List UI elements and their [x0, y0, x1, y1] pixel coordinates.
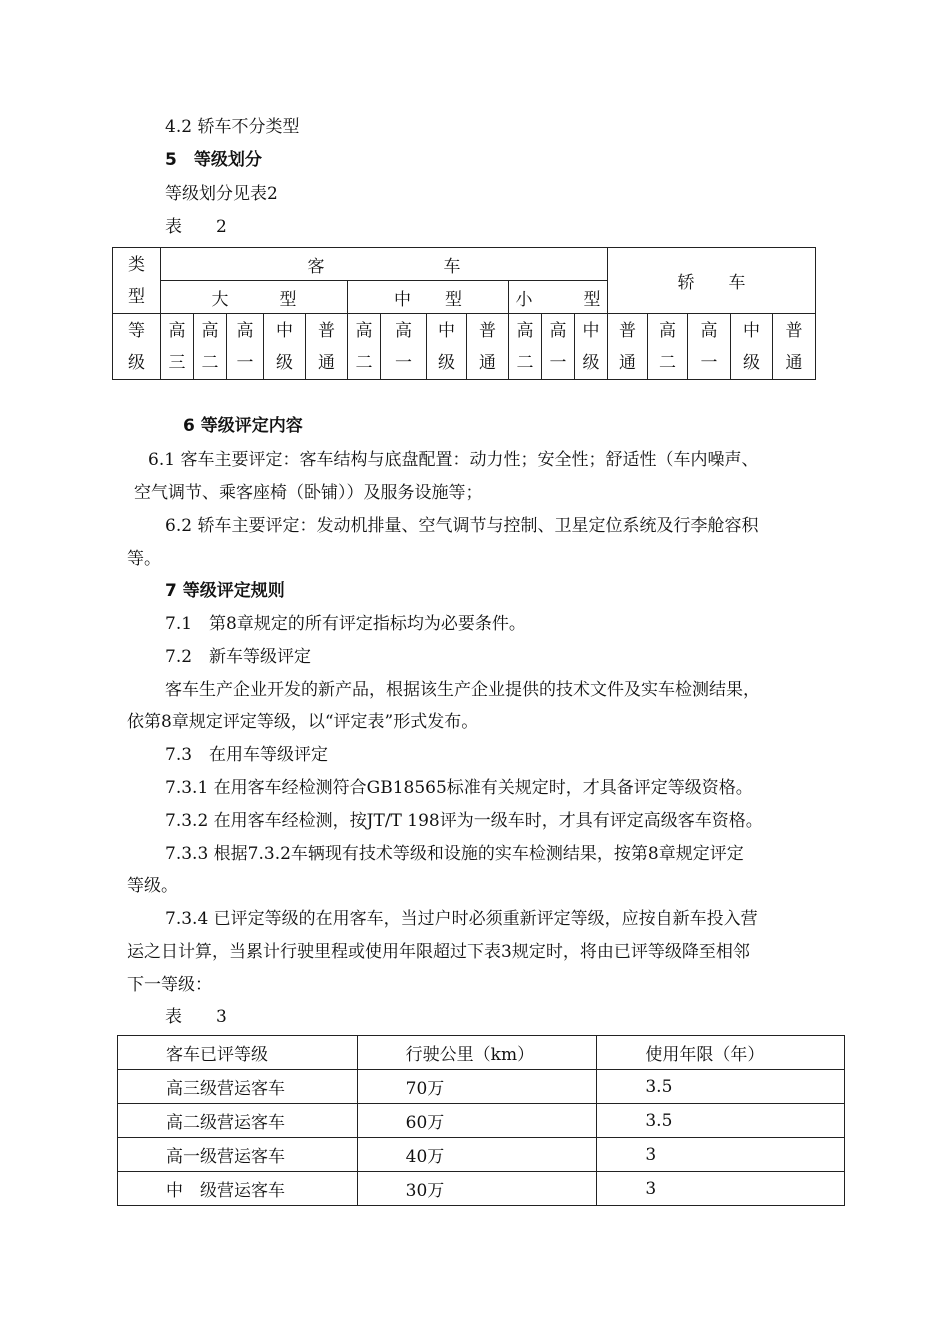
table3-cell: 3.5 [597, 1104, 845, 1138]
table-2 [112, 247, 816, 380]
small-header: 小 型 [509, 281, 608, 314]
table-3 [117, 1035, 845, 1206]
grade-cell: 高 三 [161, 314, 194, 380]
grade-cell: 高 二 [648, 314, 688, 380]
table2-caption: 表 2 [165, 217, 227, 237]
large-header: 大 型 [161, 281, 348, 314]
table3-cell: 3 [597, 1172, 845, 1206]
section-5-text: 等级划分见表2 [165, 184, 278, 204]
table3-cell: 高三级营运客车 [118, 1070, 358, 1104]
medium-header: 中 型 [348, 281, 509, 314]
table3-cell: 40万 [357, 1138, 597, 1172]
section-7-3: 7.3 在用车等级评定 [165, 745, 329, 765]
table3-caption: 表 3 [165, 1007, 227, 1027]
grade-cell: 高 一 [381, 314, 427, 380]
type-label-2: 型 [128, 286, 145, 307]
section-7-3-4-line-1: 7.3.4 已评定等级的在用客车，当过户时必须重新评定等级，应按自新车投入营 [165, 909, 758, 929]
grade-cell: 高 一 [227, 314, 264, 380]
grade-label-1: 等 [128, 320, 145, 341]
table3-header: 使用年限（年） [597, 1036, 845, 1070]
type-label-1: 类 [128, 254, 145, 275]
section-7-3-2: 7.3.2 在用客车经检测，按JT/T 198评为一级车时，才具有评定高级客车资格。 [165, 811, 763, 831]
section-7-2-text-2: 依第8章规定评定等级，以“评定表”形式发布。 [127, 712, 479, 732]
section-6-2-line-1: 6.2 轿车主要评定：发动机排量、空气调节与控制、卫星定位系统及行李舱容积 [165, 516, 759, 536]
grade-cell: 中 级 [575, 314, 608, 380]
table3-cell: 30万 [357, 1172, 597, 1206]
table3-cell: 70万 [357, 1070, 597, 1104]
grade-cell: 高 二 [509, 314, 542, 380]
grade-cell: 中 级 [731, 314, 773, 380]
grade-cell: 高 一 [542, 314, 575, 380]
table-row [118, 1104, 845, 1138]
section-7-3-3-line-1: 7.3.3 根据7.3.2车辆现有技术等级和设施的实车检测结果，按第8章规定评定 [165, 844, 744, 864]
section-7-2-text-1: 客车生产企业开发的新产品，根据该生产企业提供的技术文件及实车检测结果， [165, 680, 760, 700]
type-header-cell [113, 248, 161, 314]
grade-cell: 普 通 [306, 314, 348, 380]
sedan-header: 轿 车 [608, 248, 816, 314]
section-7-3-4-line-2: 运之日计算，当累计行驶里程或使用年限超过下表3规定时，将由已评等级降至相邻 [127, 942, 750, 962]
section-4-2: 4.2 轿车不分类型 [165, 117, 300, 137]
section-5-heading: 5 等级划分 [165, 150, 262, 170]
table3-cell: 高二级营运客车 [118, 1104, 358, 1138]
table3-header: 行驶公里（km） [357, 1036, 597, 1070]
table3-header: 客车已评等级 [118, 1036, 358, 1070]
section-7-2: 7.2 新车等级评定 [165, 647, 312, 667]
section-7-3-1: 7.3.1 在用客车经检测符合GB18565标准有关规定时，才具备评定等级资格。 [165, 778, 753, 798]
table3-cell: 高一级营运客车 [118, 1138, 358, 1172]
table3-header-row [118, 1036, 845, 1070]
section-7-heading: 7 等级评定规则 [165, 581, 285, 601]
grade-cell: 普 通 [467, 314, 509, 380]
grade-cell: 中 级 [427, 314, 467, 380]
section-6-1-line-1: 6.1 客车主要评定：客车结构与底盘配置：动力性；安全性；舒适性（车内噪声、 [148, 450, 759, 470]
grade-label-2: 级 [128, 352, 145, 373]
table-row [118, 1172, 845, 1206]
bus-header: 客 车 [161, 248, 608, 281]
table3-cell: 中 级营运客车 [118, 1172, 358, 1206]
grade-cell: 高 一 [688, 314, 731, 380]
grade-cell: 高 二 [194, 314, 227, 380]
section-7-3-3-line-2: 等级。 [127, 876, 178, 896]
table3-cell: 3.5 [597, 1070, 845, 1104]
grade-cell: 普 通 [773, 314, 816, 380]
table3-cell: 3 [597, 1138, 845, 1172]
grade-header-cell [113, 314, 161, 380]
grade-cell: 高 二 [348, 314, 381, 380]
section-6-2-line-2: 等。 [127, 549, 161, 569]
table-row [118, 1138, 845, 1172]
table-row [118, 1070, 845, 1104]
grade-cell: 中 级 [264, 314, 306, 380]
section-7-3-4-line-3: 下一等级： [127, 975, 212, 995]
section-6-heading: 6 等级评定内容 [183, 416, 303, 436]
section-7-1: 7.1 第8章规定的所有评定指标均为必要条件。 [165, 614, 526, 634]
section-6-1-line-2: 空气调节、乘客座椅（卧铺））及服务设施等； [134, 483, 483, 503]
table3-cell: 60万 [357, 1104, 597, 1138]
grade-cell: 普 通 [608, 314, 648, 380]
